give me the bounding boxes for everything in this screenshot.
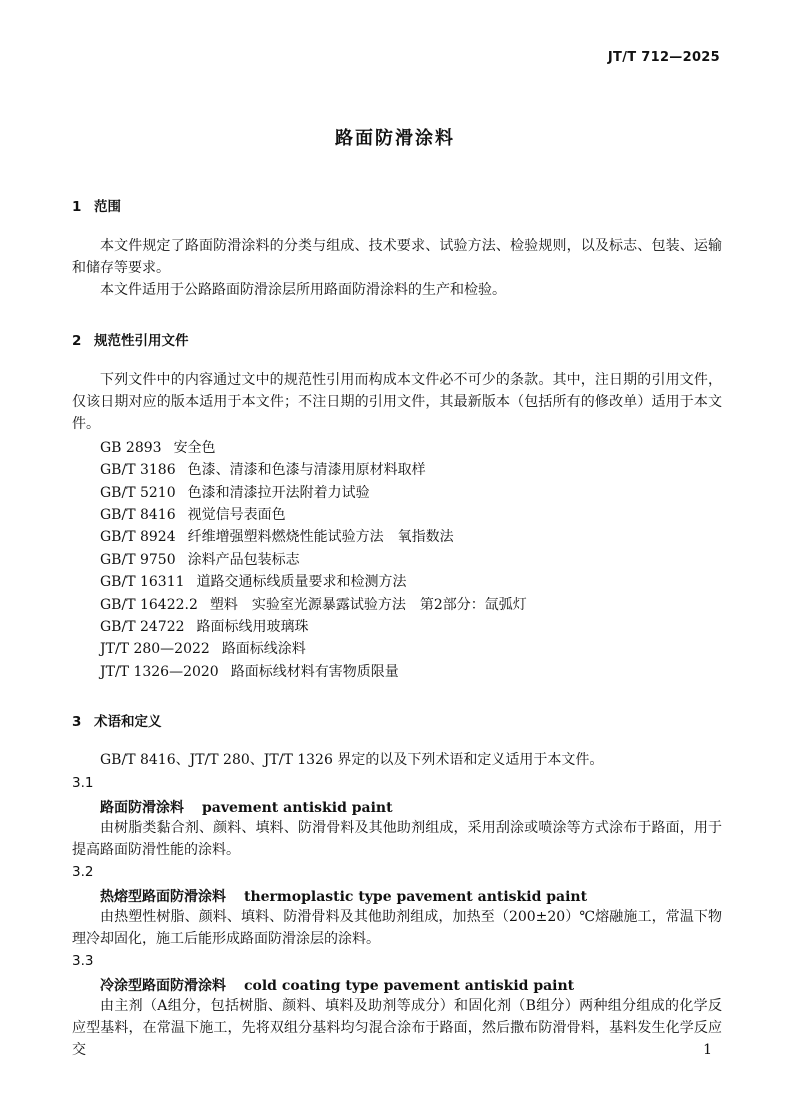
reference-code: GB/T 8924	[100, 529, 176, 545]
reference-item	[100, 661, 399, 683]
section-2-heading	[72, 329, 189, 349]
term-en: cold coating type pavement antiskid paint	[244, 978, 575, 994]
reference-item	[100, 437, 216, 459]
reference-item	[100, 549, 300, 571]
term-number: 3.2	[72, 864, 94, 880]
reference-item	[100, 482, 370, 504]
term-definition: 由热塑性树脂、颜料、填料、防滑骨料及其他助剂组成，加热至（200±20）℃熔融施工，常温下物理冷却固化，施工后能形成路面防滑涂层的涂料。	[72, 909, 722, 947]
reference-title: 涂料产品包装标志	[187, 552, 300, 568]
document-title: 路面防滑涂料	[335, 128, 455, 149]
term-en: thermoplastic type pavement antiskid paint	[244, 889, 588, 905]
reference-title: 道路交通标线质量要求和检测方法	[196, 574, 407, 590]
term-number: 3.3	[72, 953, 94, 969]
section-title: 规范性引用文件	[94, 333, 189, 349]
term-zh: 路面防滑涂料	[100, 800, 184, 816]
reference-item	[100, 459, 426, 481]
section-1-heading	[72, 195, 121, 215]
section-number: 3	[72, 714, 82, 730]
section-number: 1	[72, 199, 82, 215]
reference-code: GB/T 9750	[100, 552, 176, 568]
scope-paragraph-2: 本文件适用于公路路面防滑涂层所用路面防滑涂料的生产和检验。	[100, 282, 506, 298]
reference-title: 纤维增强塑料燃烧性能试验方法 氧指数法	[187, 529, 454, 545]
reference-item	[100, 504, 286, 526]
scope-paragraph-1: 本文件规定了路面防滑涂料的分类与组成、技术要求、试验方法、检验规则，以及标志、包装、运输和储存等要求。	[72, 238, 722, 276]
reference-code: JT/T 280—2022	[100, 641, 210, 657]
reference-item	[100, 638, 306, 660]
section-3-heading	[72, 710, 162, 730]
reference-code: GB/T 24722	[100, 619, 185, 635]
reference-title: 路面标线材料有害物质限量	[230, 664, 399, 680]
reference-title: 路面标线用玻璃珠	[196, 619, 309, 635]
reference-code: GB 2893	[100, 440, 162, 456]
section-title: 范围	[94, 199, 121, 215]
term-definition: 由主剂（A组分，包括树脂、颜料、填料及助剂等成分）和固化剂（B组分）两种组分组成的化学反应型基料，在常温下施工，先将双组分基料均匀混合涂布于路面，然后撒布防滑骨料，基料发生化学反应交	[72, 998, 722, 1058]
reference-code: GB/T 8416	[100, 507, 176, 523]
reference-code: GB/T 16422.2	[100, 597, 198, 613]
reference-title: 塑料 实验室光源暴露试验方法 第2部分：氙弧灯	[209, 597, 527, 613]
term-number: 3.1	[72, 775, 94, 791]
reference-code: GB/T 16311	[100, 574, 185, 590]
reference-title: 色漆和清漆拉开法附着力试验	[187, 485, 370, 501]
term-en: pavement antiskid paint	[202, 800, 393, 816]
reference-code: GB/T 3186	[100, 462, 176, 478]
section-number: 2	[72, 333, 82, 349]
reference-title: 色漆、清漆和色漆与清漆用原材料取样	[187, 462, 426, 478]
term-definition: 由树脂类黏合剂、颜料、填料、防滑骨料及其他助剂组成，采用刮涂或喷涂等方式涂布于路面，用于提高路面防滑性能的涂料。	[72, 820, 722, 858]
term-zh: 热熔型路面防滑涂料	[100, 889, 226, 905]
term-heading	[100, 975, 574, 995]
page-number: 1	[703, 1042, 712, 1058]
reference-item	[100, 616, 309, 638]
reference-title: 安全色	[173, 440, 216, 456]
term-zh: 冷涂型路面防滑涂料	[100, 978, 226, 994]
reference-title: 路面标线涂料	[221, 641, 306, 657]
references-intro: 下列文件中的内容通过文中的规范性引用而构成本文件必不可少的条款。其中，注日期的引用文件，仅该日期对应的版本适用于本文件；不注日期的引用文件，其最新版本（包括所有的修改单）适用于本文件。	[72, 372, 722, 432]
section-title: 术语和定义	[94, 714, 162, 730]
terms-intro: GB/T 8416、JT/T 280、JT/T 1326 界定的以及下列术语和定义适用于本文件。	[100, 752, 604, 768]
reference-item	[100, 526, 454, 548]
reference-item	[100, 594, 527, 616]
reference-item	[100, 571, 407, 593]
standard-code: JT/T 712—2025	[607, 50, 720, 65]
reference-code: JT/T 1326—2020	[100, 664, 219, 680]
term-heading	[100, 797, 393, 817]
reference-title: 视觉信号表面色	[187, 507, 286, 523]
term-heading	[100, 886, 587, 906]
reference-code: GB/T 5210	[100, 485, 176, 501]
